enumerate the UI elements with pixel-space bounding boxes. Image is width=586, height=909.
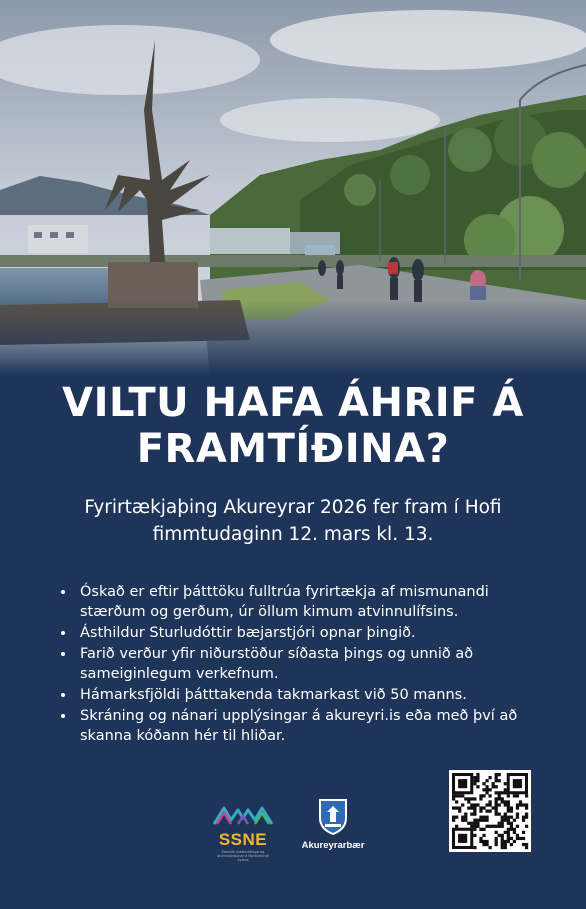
qr-code[interactable]: [449, 770, 531, 852]
info-list: [60, 582, 551, 747]
mountains-logo-icon: [211, 800, 275, 828]
subheading: [30, 494, 556, 548]
ssne-subtitle: Samtök sveitarfélaga og atvinnuþróunar á Norðurlandi eystra: [217, 850, 269, 862]
akureyri-name: Akureyrarbær: [301, 840, 365, 851]
list-item: • Óskað er eftir þátttöku fulltrúa fyrirtækja af mismunandi stærðum og gerðum, úr öllum kimum atvinnulífsins.: [76, 582, 551, 622]
subheading-line-1: Fyrirtækjaþing Akureyrar 2026 fer fram í Hofi: [84, 497, 502, 518]
ssne-logo: [211, 800, 275, 862]
harbor-photo-illustration: [0, 0, 586, 375]
subheading-line-2: fimmtudaginn 12. mars kl. 13.: [152, 524, 434, 545]
akureyri-logo: [290, 798, 376, 854]
list-item: • Skráning og nánari upplýsingar á akureyri.is eða með því að skanna kóðann hér til hliðar.: [76, 706, 551, 746]
ssne-name: SSNE: [218, 830, 268, 849]
headline-line-2: FRAMTÍÐINA?: [136, 426, 450, 472]
hero-photo: [0, 0, 586, 375]
headline-line-1: VILTU HAFA ÁHRIF Á: [62, 380, 524, 426]
coat-of-arms-icon: [317, 798, 349, 836]
headline: [0, 380, 586, 472]
list-item: • Farið verður yfir niðurstöður síðasta þings og unnið að sameiginlegum verkefnum.: [76, 644, 551, 684]
list-item: • Hámarksfjöldi þátttakenda takmarkast við 50 manns.: [76, 685, 551, 705]
qr-code-icon: [449, 770, 531, 852]
list-item: • Ásthildur Sturludóttir bæjarstjóri opnar þingið.: [76, 623, 551, 643]
